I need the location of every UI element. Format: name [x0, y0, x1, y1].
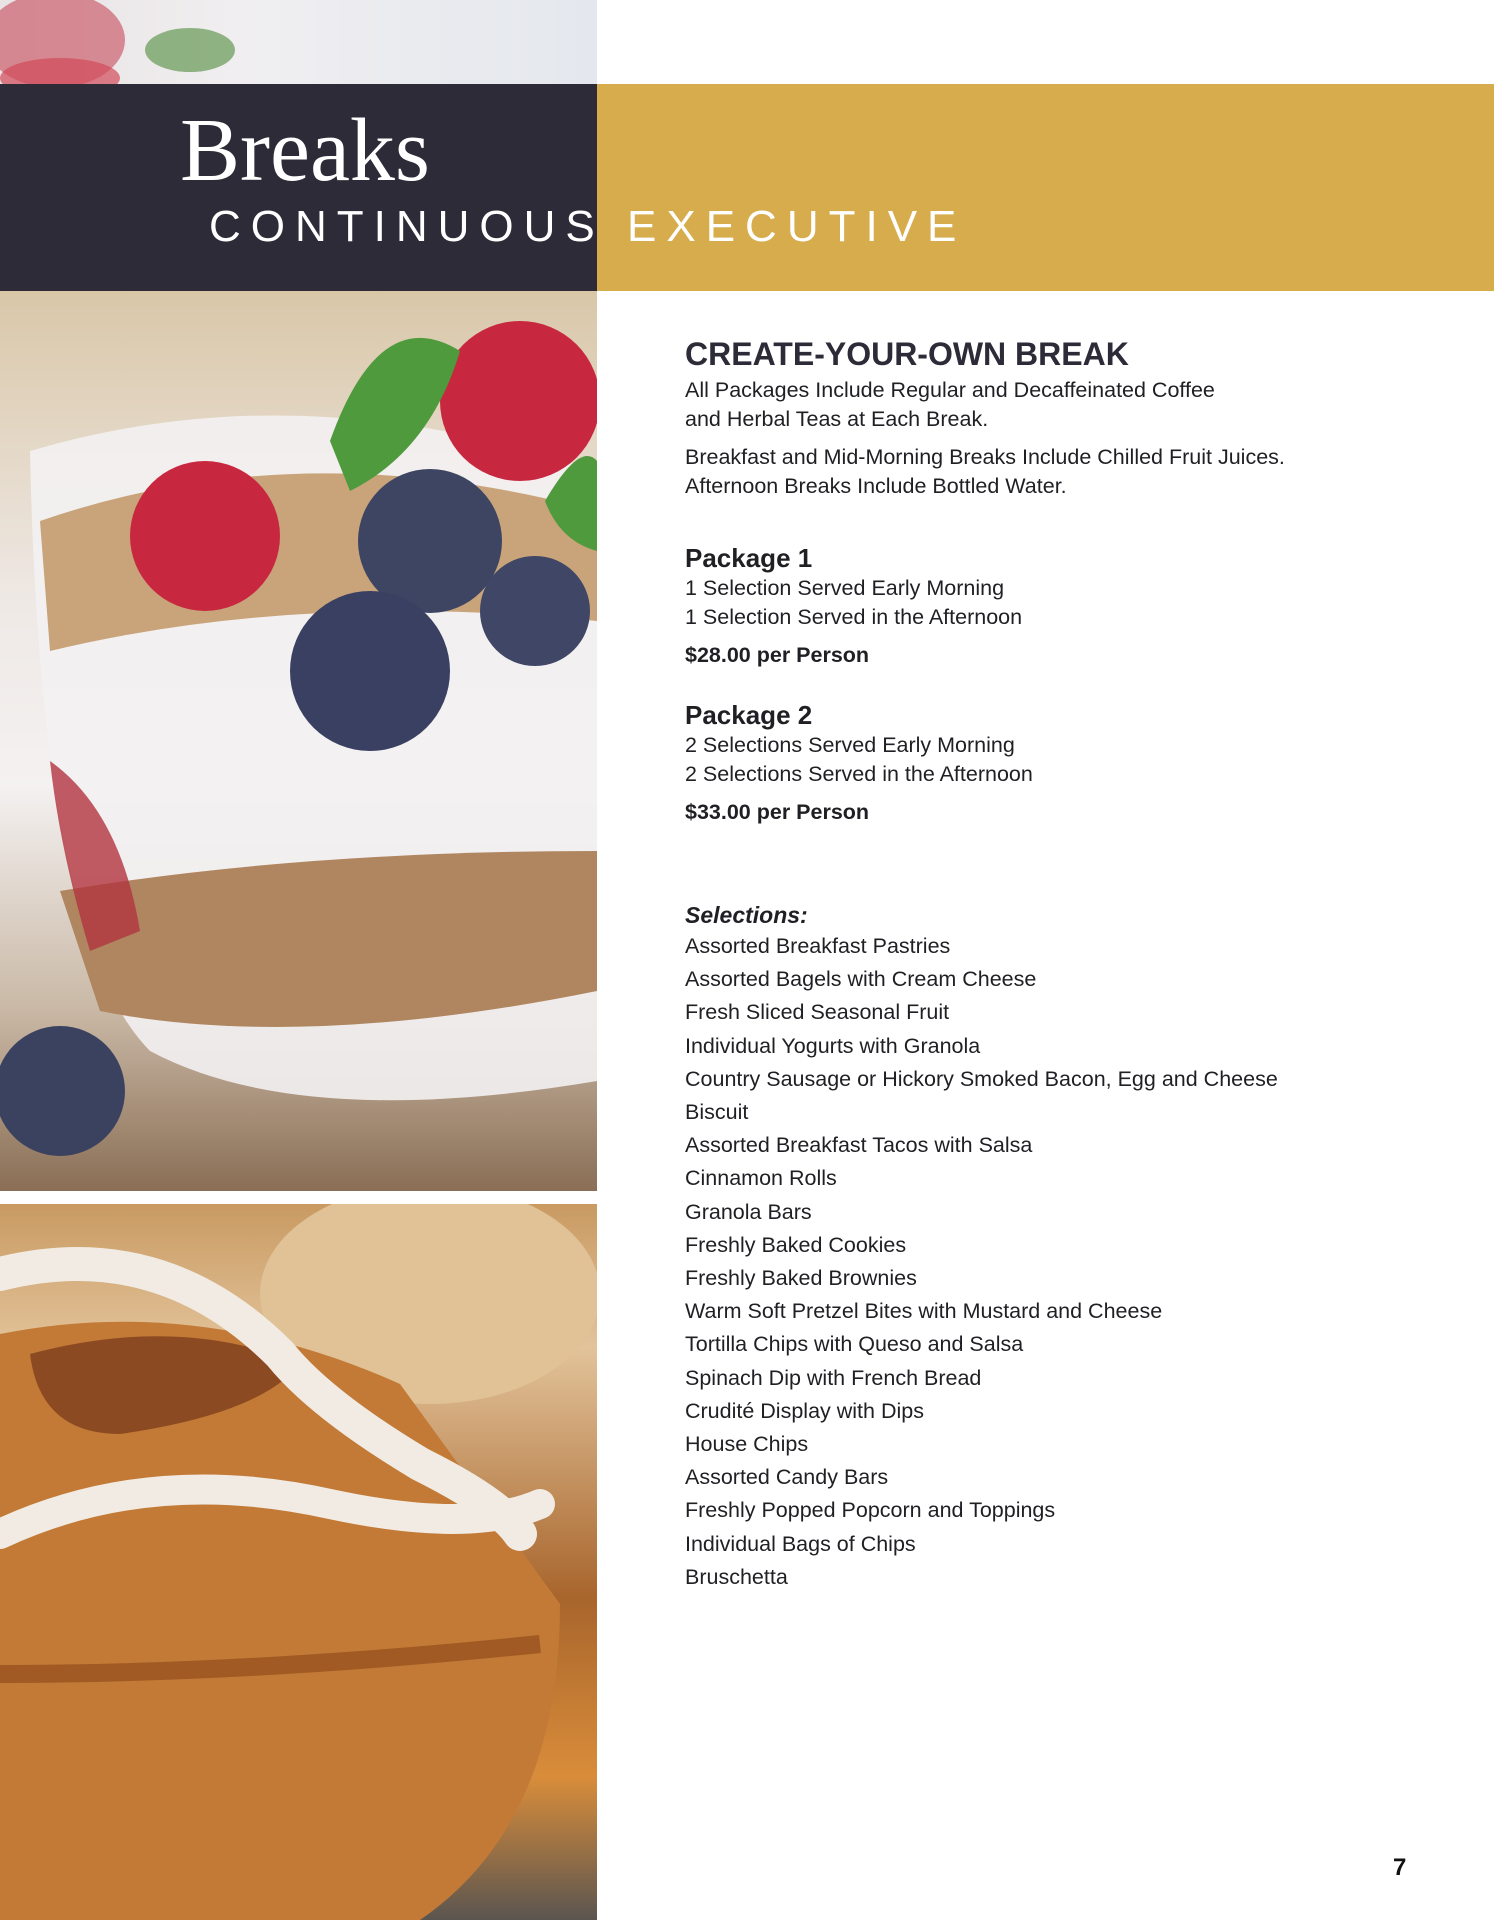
selection-item: Freshly Baked Brownies: [685, 1266, 917, 1291]
selection-item: Individual Yogurts with Granola: [685, 1033, 981, 1058]
selection-item: Individual Bags of Chips: [685, 1531, 916, 1556]
package-title: Package 2: [685, 700, 813, 730]
selection-item: Assorted Candy Bars: [685, 1465, 889, 1490]
selections-title: Selections:: [685, 902, 808, 928]
selection-item: Bruschetta: [685, 1564, 788, 1589]
selection-item: Assorted Bagels with Cream Cheese: [685, 967, 1037, 992]
selection-item: Assorted Breakfast Pastries: [685, 934, 951, 958]
page-subtitle: CONTINUOUS EXECUTIVE: [209, 202, 967, 251]
selection-item: Granola Bars: [685, 1199, 812, 1224]
intro-beverages: [685, 443, 1445, 500]
selection-item: Crudité Display with Dips: [685, 1398, 924, 1423]
package-2: [685, 699, 1445, 826]
selection-item: Cinnamon Rolls: [685, 1166, 837, 1191]
selection-item: Freshly Popped Popcorn and Toppings: [685, 1498, 1056, 1523]
package-detail: 1 Selection Served Early Morning: [685, 576, 1005, 600]
selection-item: Freshly Baked Cookies: [685, 1232, 907, 1257]
page-number: 7: [1393, 1854, 1407, 1881]
package-detail: 1 Selection Served in the Afternoon: [685, 605, 1023, 629]
package-price: $28.00 per Person: [685, 643, 870, 667]
intro-line: Afternoon Breaks Include Bottled Water.: [685, 473, 1067, 498]
header-band-gold: [597, 84, 1494, 291]
yogurt-parfait-photo: [0, 291, 597, 1191]
selections-list: [685, 930, 1445, 1594]
cinnamon-roll-photo: [0, 1204, 597, 1920]
raspberry-photo: [0, 0, 597, 84]
intro-line: Breakfast and Mid-Morning Breaks Include Chilled Fruit Juices.: [685, 445, 1285, 469]
selection-item: House Chips: [685, 1432, 809, 1457]
selection-item: Biscuit: [685, 1100, 749, 1125]
selection-item: Warm Soft Pretzel Bites with Mustard and Cheese: [685, 1299, 1163, 1324]
package-title: Package 1: [685, 543, 813, 573]
selection-item: Tortilla Chips with Queso and Salsa: [685, 1332, 1024, 1357]
selection-item: Country Sausage or Hickory Smoked Bacon, Egg and Cheese: [685, 1066, 1278, 1091]
intro-coffee: [685, 376, 1445, 433]
selection-item: Assorted Breakfast Tacos with Salsa: [685, 1133, 1033, 1158]
selection-item: Spinach Dip with French Bread: [685, 1365, 982, 1390]
package-1: [685, 542, 1445, 669]
section-heading: CREATE-YOUR-OWN BREAK: [685, 336, 1129, 372]
selection-item: Fresh Sliced Seasonal Fruit: [685, 1000, 950, 1025]
intro-line: and Herbal Teas at Each Break.: [685, 406, 989, 431]
package-detail: 2 Selections Served in the Afternoon: [685, 762, 1033, 786]
package-price: $33.00 per Person: [685, 800, 870, 824]
page-title: Breaks: [180, 101, 430, 200]
intro-line: All Packages Include Regular and Decaffeinated Coffee: [685, 378, 1215, 402]
package-detail: 2 Selections Served Early Morning: [685, 733, 1015, 757]
menu-content: [685, 334, 1445, 1594]
